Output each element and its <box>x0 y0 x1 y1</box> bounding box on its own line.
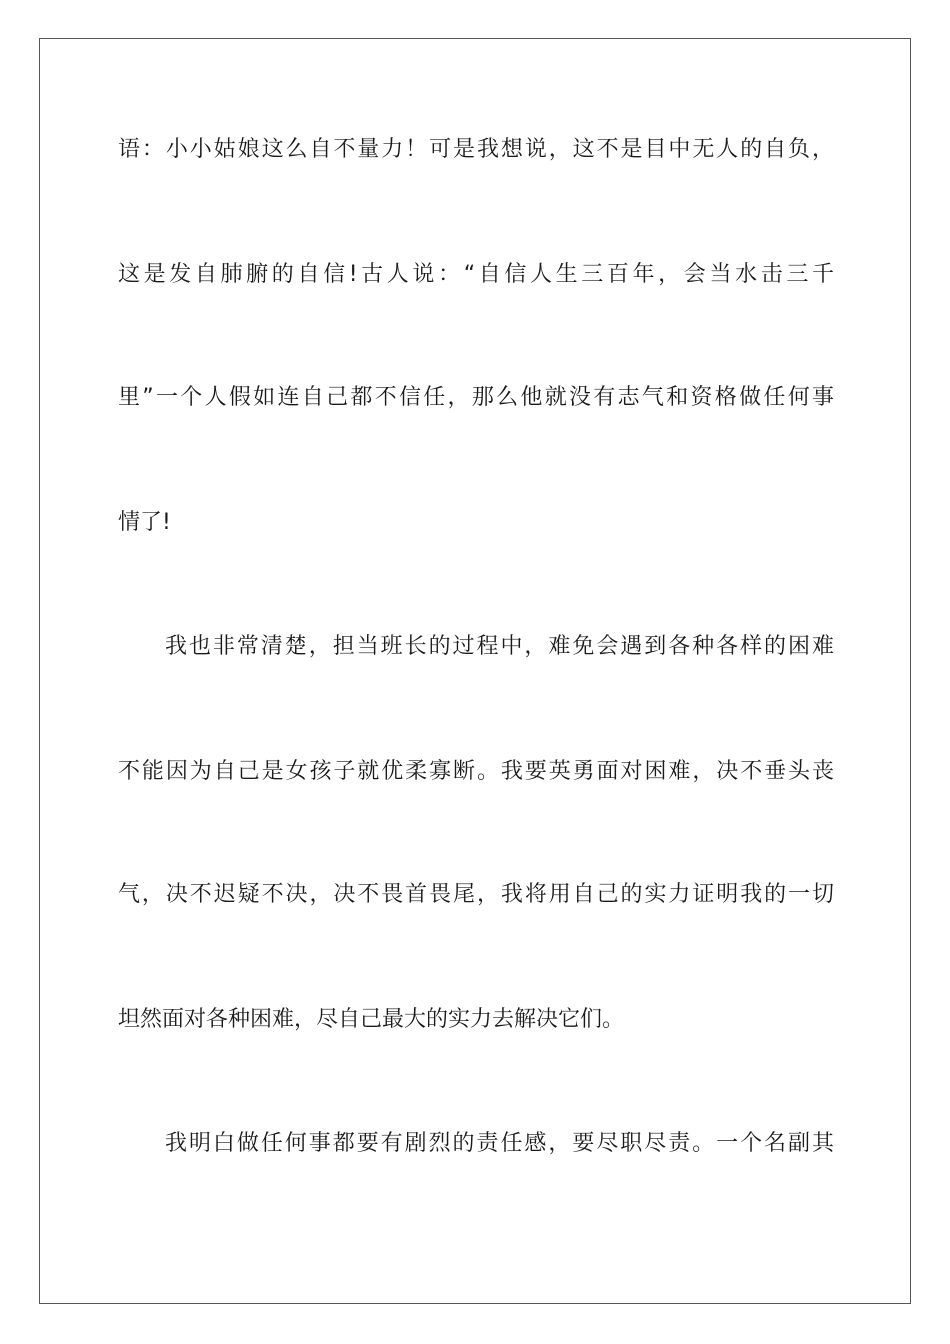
page-border <box>39 38 911 1304</box>
text-line: 气，决不迟疑不决，决不畏首畏尾，我将用自己的实力证明我的一切 <box>118 882 834 907</box>
text-line: 语：小小姑娘这么自不量力！可是我想说，这不是目中无人的自负， <box>118 137 834 162</box>
text-line: 里”一个人假如连自己都不信任，那么他就没有志气和资格做任何事 <box>118 385 834 410</box>
paragraph-start-line: 我明白做任何事都要有剧烈的责任感，要尽职尽责。一个名副其 <box>165 1131 834 1156</box>
text-line: 情了! <box>118 510 171 535</box>
paragraph-start-line: 我也非常清楚，担当班长的过程中，难免会遇到各种各样的困难 <box>165 634 834 659</box>
text-line: 这是发自肺腑的自信!古人说：“自信人生三百年，会当水击三千 <box>118 262 834 287</box>
text-line: 坦然面对各种困难，尽自己最大的实力去解决它们。 <box>118 1007 625 1032</box>
text-line: 不能因为自己是女孩子就优柔寡断。我要英勇面对困难，决不垂头丧 <box>118 759 834 784</box>
